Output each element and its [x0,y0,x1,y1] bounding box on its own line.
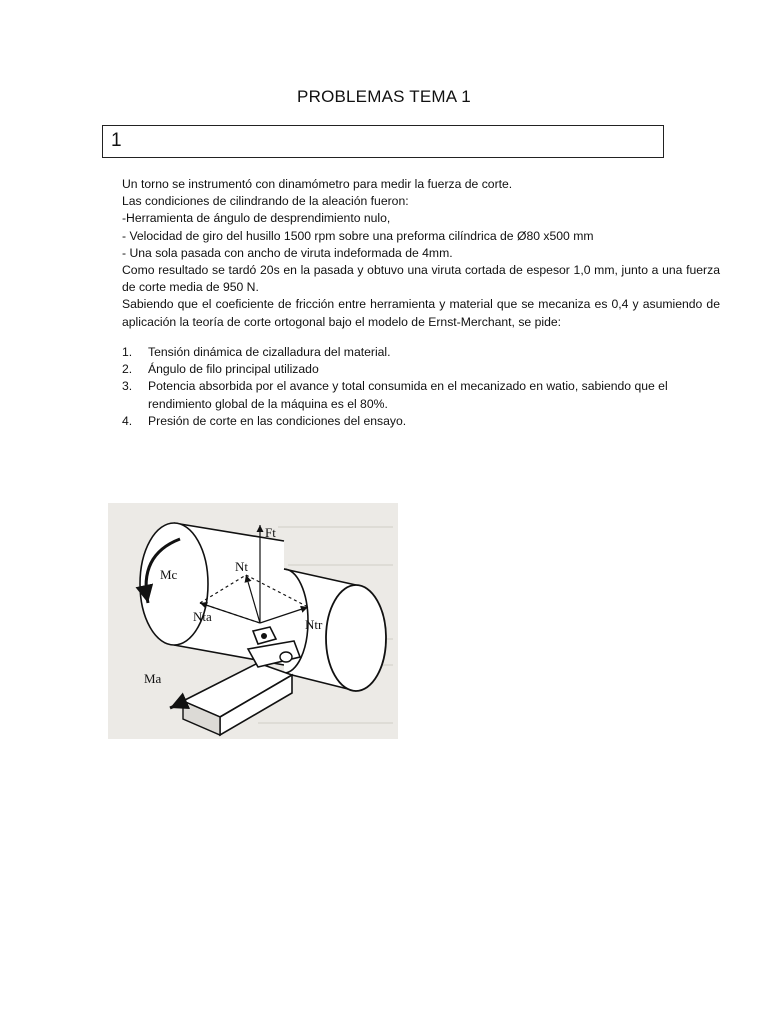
statement-line: Las condiciones de cilindrando de la aleación fueron: [122,194,409,209]
question-item [122,344,720,361]
label-mc: Mc [160,567,178,582]
lathe-diagram [108,503,398,739]
statement-line: Como resultado se tardó 20s en la pasada y obtuvo una viruta cortada de espesor 1,0 mm, junto a una fuerza de corte media de 950 N. [122,263,720,295]
statement-line: Un torno se instrumentó con dinamómetro para medir la fuerza de corte. [122,177,513,191]
question-text: Ángulo de filo principal utilizado [148,362,319,377]
lathe-cutting-figure [108,503,398,739]
statement-line: - Una sola pasada con ancho de viruta indeformada de 4mm. [122,245,453,260]
problem-number: 1 [111,130,122,151]
question-number: 1. [122,345,133,359]
question-number: 2. [122,362,133,377]
question-item [122,378,720,412]
problem-statement [122,176,720,331]
statement-line: - Velocidad de giro del husillo 1500 rpm sobre una preforma cilíndrica de Ø80 x500 mm [122,228,594,243]
label-ft: Ft [265,525,276,540]
workpiece-cylinder [140,523,284,665]
question-number: 3. [122,379,133,394]
question-list [122,344,720,430]
page-title: PROBLEMAS TEMA 1 [297,87,471,106]
label-nt: Nt [235,559,248,574]
question-text: Tensión dinámica de cizalladura del material. [148,345,391,359]
label-ma: Ma [144,671,162,686]
statement-line: -Herramienta de ángulo de desprendimiento nulo, [122,211,391,226]
question-text: Potencia absorbida por el avance y total consumida en el mecanizado en watio, sabiendo que el rendimiento global de la máquina es el 80%. [148,379,668,411]
label-nta: Nta [193,609,212,624]
shoulder-cylinder [284,569,386,691]
question-text: Presión de corte en las condiciones del ensayo. [148,413,407,428]
label-ntr: Ntr [305,617,323,632]
statement-line: Sabiendo que el coeficiente de fricción entre herramienta y material que se mecaniza es 0,4 y asumiendo de aplicación la teoría de corte ortogonal bajo el modelo de Ernst-Merchant, se pide: [122,297,720,329]
question-item [122,413,720,430]
question-number: 4. [122,413,133,428]
question-item [122,361,720,378]
problem-number-box [102,125,664,158]
